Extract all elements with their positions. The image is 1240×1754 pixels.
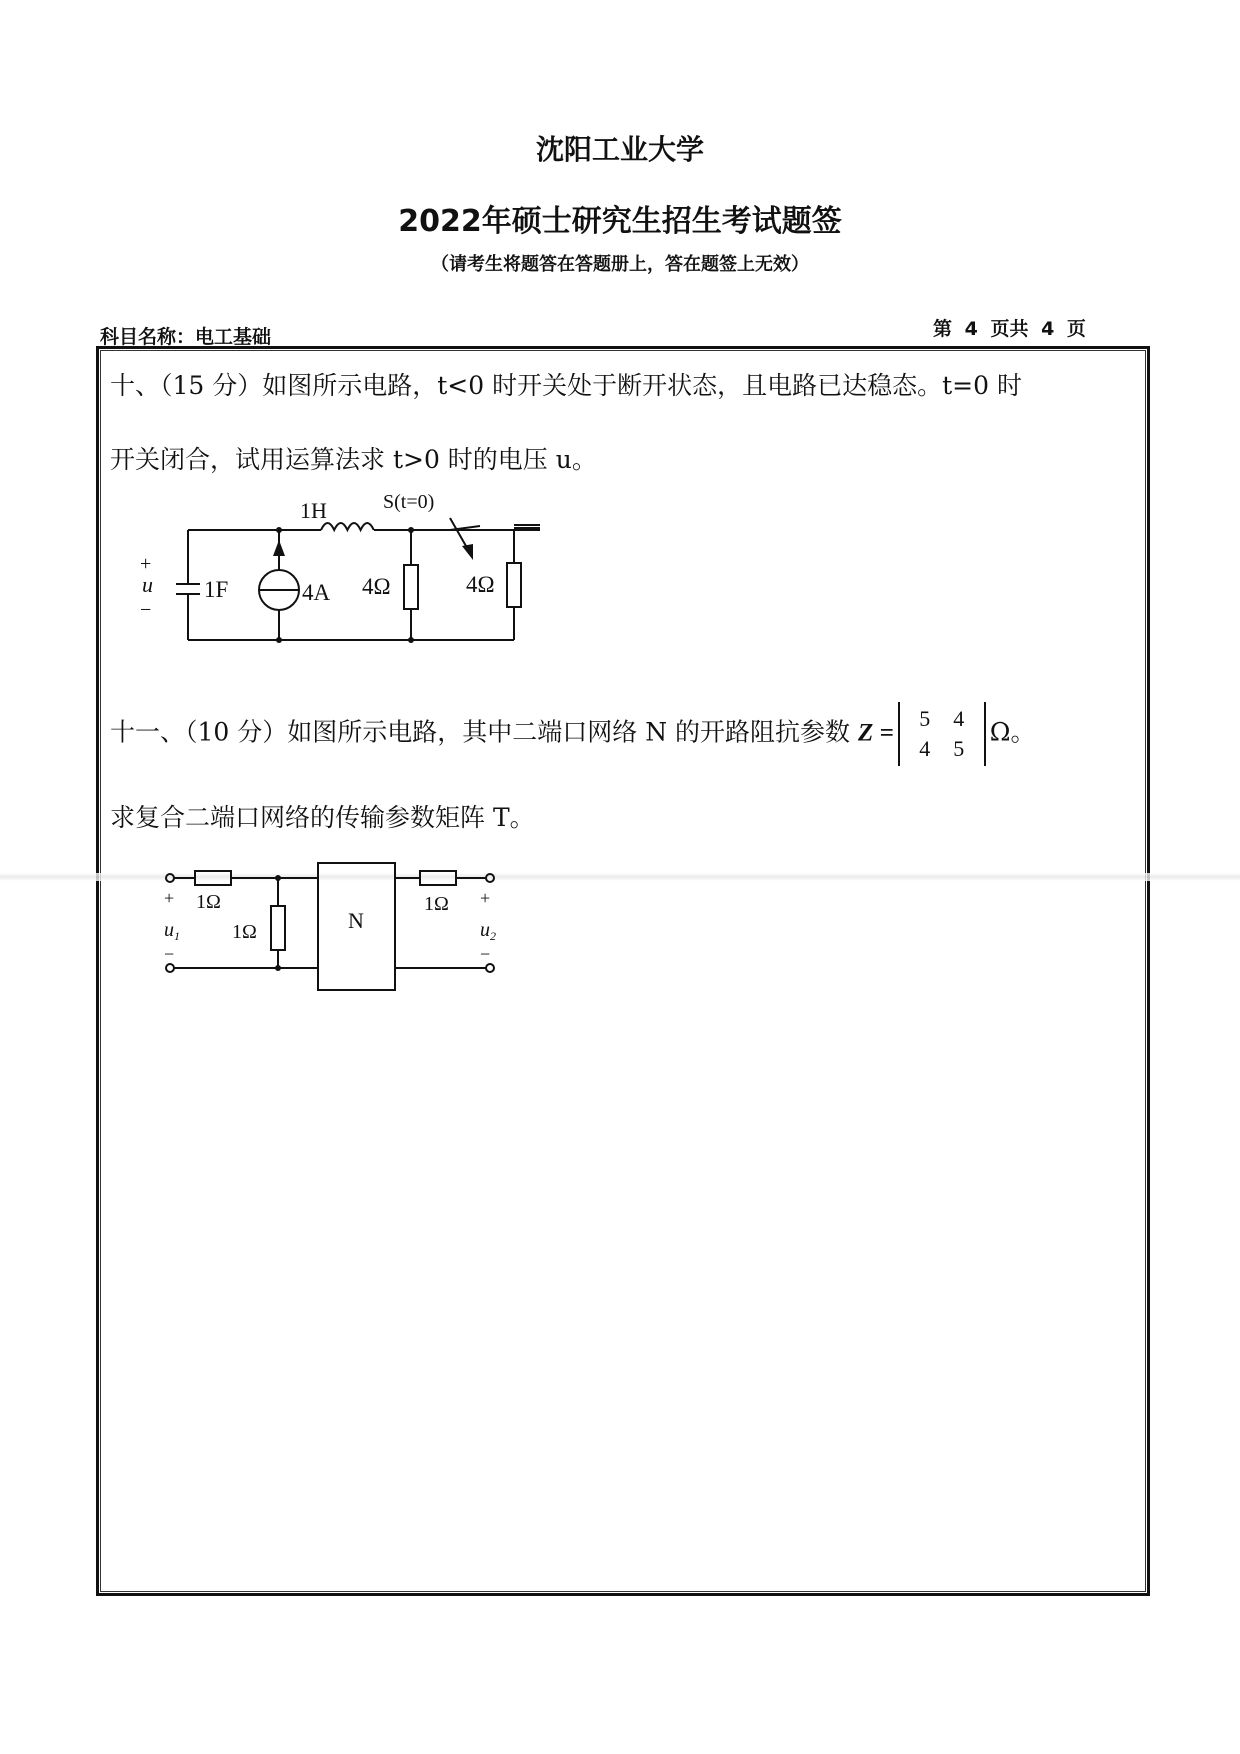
q10-line2: 开关闭合，试用运算法求 t>0 时的电压 u。 [110,445,597,474]
unit: Ω。 [989,717,1036,747]
z-matrix [898,702,986,766]
capacitor-label: 1F [204,577,229,602]
resistor-4ohm-2 [507,563,521,607]
capacitor [176,584,200,594]
q11-circuit-diagram [150,858,510,998]
exam-title: 2022年硕士研究生招生考试题签 [398,204,842,239]
shunt-resistor [271,906,285,950]
switch-arrow-icon [462,544,473,560]
u2-plus: + [480,888,491,908]
u1-minus: − [164,944,175,964]
q10-line1: 十、（15 分）如图所示电路，t<0 时开关处于断开状态，且电路已达稳态。t=0 时 [110,371,1022,400]
matrix-cell: 4 [919,736,931,761]
shunt-label: 1Ω [232,921,257,943]
page-indicator: 第 4 页共 4 页 [933,318,1086,340]
z-symbol: Z = [857,719,894,747]
minus-sign: − [140,599,152,621]
series-out-label: 1Ω [424,893,449,915]
exam-notice: （请考生将题答在答题册上，答在题签上无效） [431,254,809,275]
u1-plus: + [164,888,175,908]
series-resistor-in [195,871,231,885]
matrix-cell: 5 [953,736,965,761]
q10-circuit-diagram [140,488,540,658]
inductor-label: 1H [300,498,327,523]
arrow-icon [273,540,285,556]
subject-name: 科目名称：电工基础 [100,326,272,348]
series-resistor-out [420,871,456,885]
matrix-cell: 4 [953,706,965,731]
university-name: 沈阳工业大学 [535,133,704,166]
u2-label: $u_2$ [480,919,496,943]
switch-label: S(t=0) [383,491,435,513]
u2-minus: − [480,944,491,964]
network-label: N [348,908,364,933]
resistor-4ohm-1 [404,565,418,609]
q11-line1 [110,702,1036,766]
resistor2-label: 4Ω [466,572,495,597]
inductor [321,523,374,530]
q11-text: 十一、（10 分）如图所示电路，其中二端口网络 N 的开路阻抗参数 [110,717,858,747]
matrix-cell: 5 [919,706,931,731]
voltage-label: u [142,572,153,597]
plus-sign: + [140,553,152,575]
q11-line2: 求复合二端口网络的传输参数矩阵 T。 [110,803,535,832]
series-in-label: 1Ω [196,891,221,913]
resistor1-label: 4Ω [362,574,391,599]
source-label: 4A [302,580,331,605]
u1-label: $u_1$ [164,919,180,943]
